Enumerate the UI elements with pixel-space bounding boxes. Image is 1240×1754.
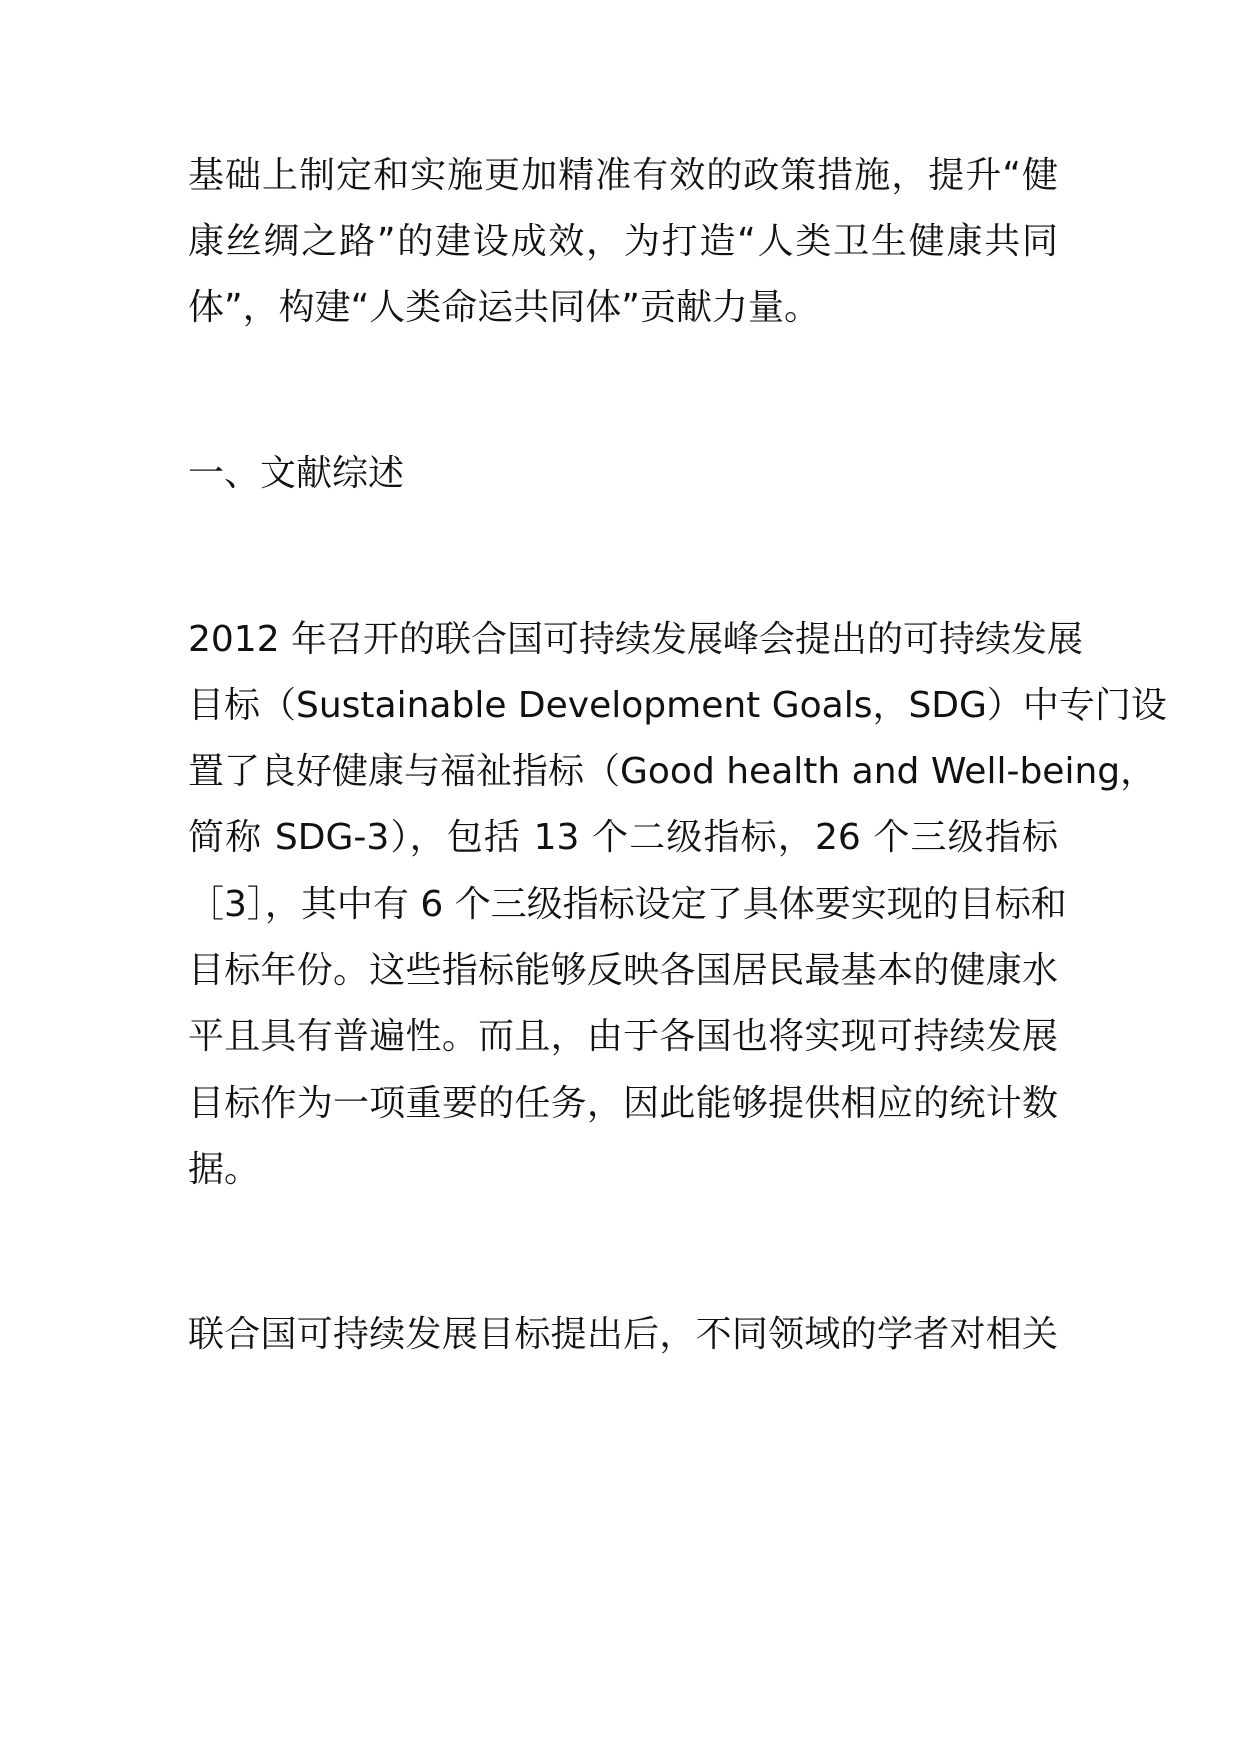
- paragraph-2-line-7: 平且具有普遍性。而且，由于各国也将实现可持续发展: [188, 1016, 1058, 1057]
- paragraph-1-line-2: 康丝绸之路”的建设成效，为打造“人类卫生健康共同: [188, 221, 1058, 262]
- paragraph-1-line-1: 基础上制定和实施更加精准有效的政策措施，提升“健: [188, 155, 1058, 196]
- paragraph-3-line-1: 联合国可持续发展目标提出后，不同领域的学者对相关: [188, 1314, 1058, 1355]
- paragraph-2-line-2: 目标（Sustainable Development Goals，SDG）中专门设: [188, 685, 1167, 726]
- paragraph-2-line-3: 置了良好健康与福祉指标（Good health and Well-being，: [188, 751, 1157, 792]
- paragraph-2-line-5: ［3］，其中有 6 个三级指标设定了具体要实现的目标和: [188, 884, 1067, 925]
- paragraph-2-line-1: 2012 年召开的联合国可持续发展峰会提出的可持续发展: [188, 619, 1084, 660]
- section-heading: 一、文献综述: [188, 453, 405, 494]
- paragraph-2-line-4: 简称 SDG-3），包括 13 个二级指标，26 个三级指标: [188, 817, 1058, 858]
- paragraph-2-line-9: 据。: [188, 1149, 261, 1190]
- paragraph-1-line-3: 体”，构建“人类命运共同体”贡献力量。: [188, 287, 820, 328]
- paragraph-2-line-8: 目标作为一项重要的任务，因此能够提供相应的统计数: [188, 1083, 1058, 1124]
- paragraph-2-line-6: 目标年份。这些指标能够反映各国居民最基本的健康水: [188, 950, 1058, 991]
